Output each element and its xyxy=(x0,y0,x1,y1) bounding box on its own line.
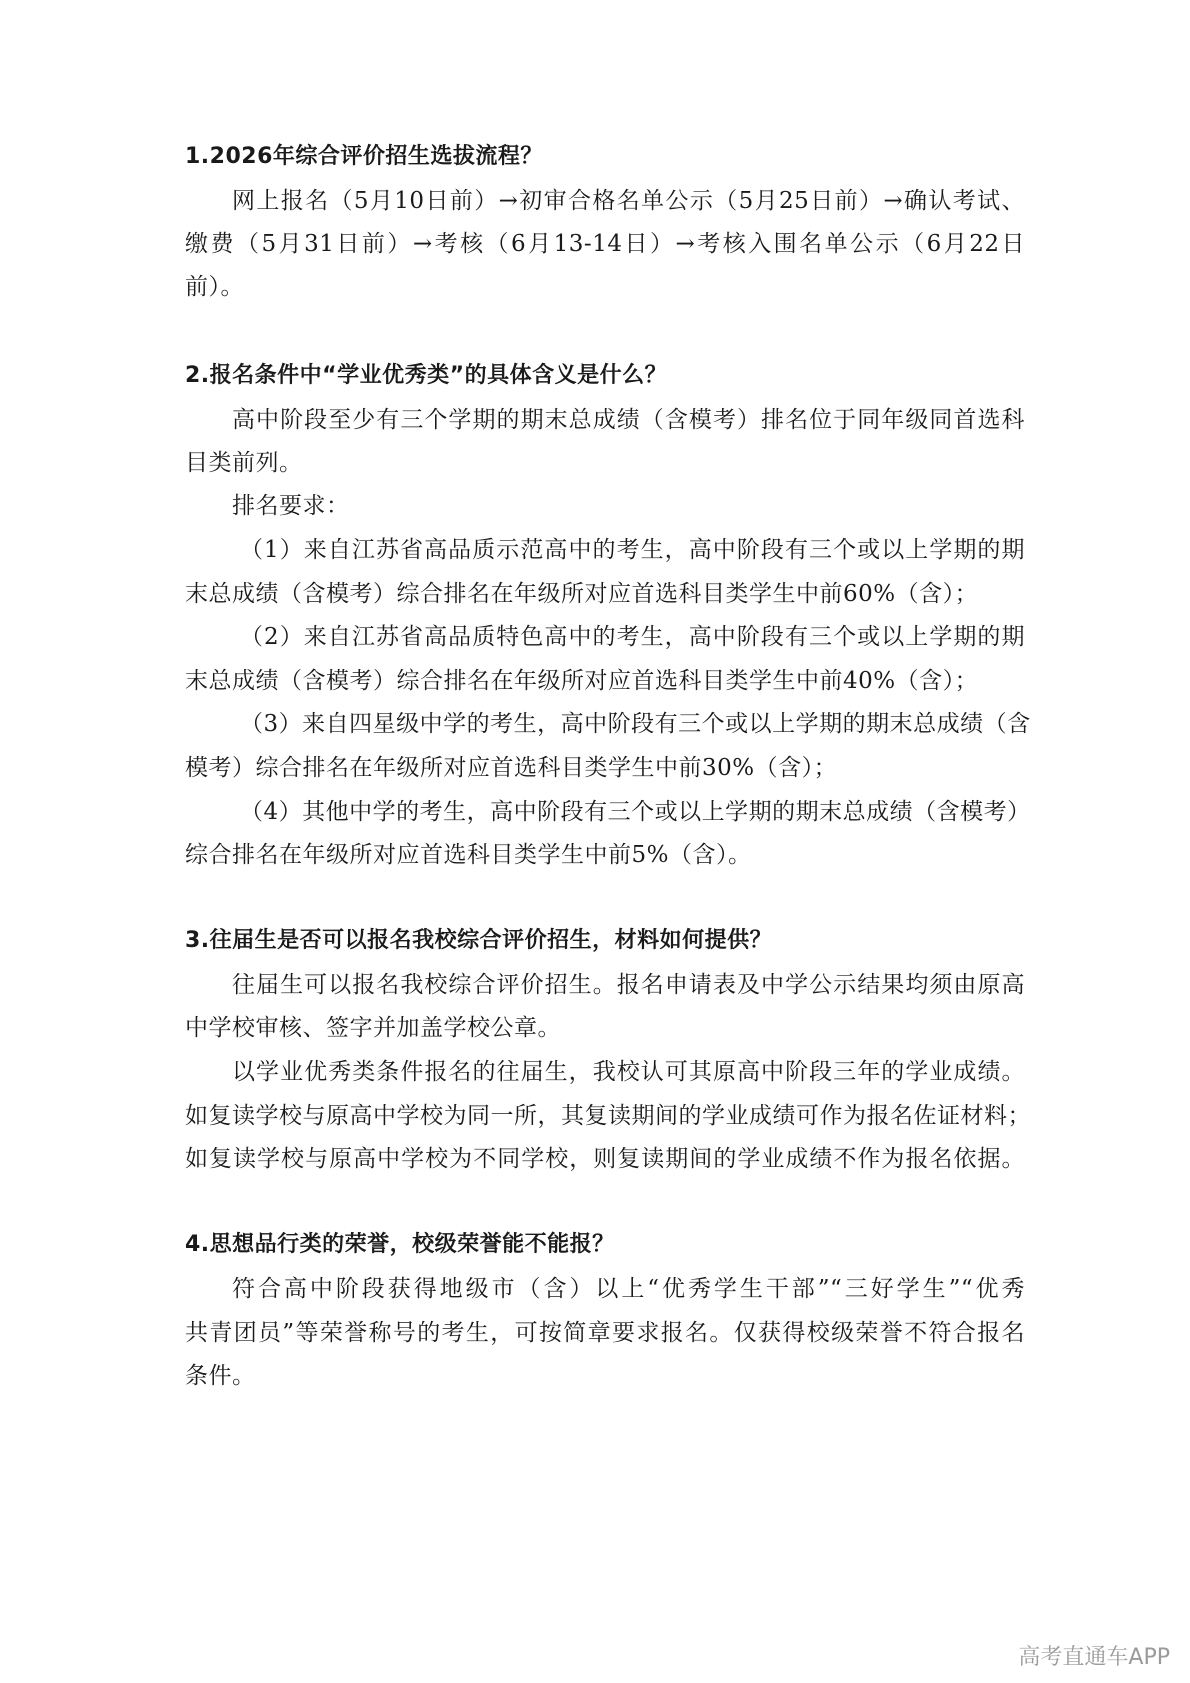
section-2-heading: 2.报名条件中“学业优秀类”的具体含义是什么？ xyxy=(185,363,668,388)
section-3-line-1: 往届生可以报名我校综合评价招生。报名申请表及中学公示结果均须由原高 xyxy=(232,972,1025,998)
watermark-text: 高考直通车APP xyxy=(1018,1645,1170,1670)
section-2-line-6: （2）来自江苏省高品质特色高中的考生，高中阶段有三个或以上学期的期 xyxy=(240,624,1025,650)
section-3-heading: 3.往届生是否可以报名我校综合评价招生，材料如何提供？ xyxy=(185,928,773,953)
section-1-line-3: 前）。 xyxy=(185,274,244,300)
section-2-line-10: （4）其他中学的考生，高中阶段有三个或以上学期的期末总成绩（含模考） xyxy=(240,799,1031,825)
section-3-line-2: 中学校审核、签字并加盖学校公章。 xyxy=(185,1015,561,1041)
section-3-line-3: 以学业优秀类条件报名的往届生，我校认可其原高中阶段三年的学业成绩。 xyxy=(232,1059,1025,1085)
section-3-line-5: 如复读学校与原高中学校为不同学校，则复读期间的学业成绩不作为报名依据。 xyxy=(185,1146,1025,1172)
section-2-line-8: （3）来自四星级中学的考生，高中阶段有三个或以上学期的期末总成绩（含 xyxy=(240,711,1031,737)
section-2-line-5: 末总成绩（含模考）综合排名在年级所对应首选科目类学生中前60%（含）； xyxy=(185,581,979,607)
section-2-line-3: 排名要求： xyxy=(232,493,350,519)
section-2-line-4: （1）来自江苏省高品质示范高中的考生，高中阶段有三个或以上学期的期 xyxy=(240,537,1025,563)
section-4-heading: 4.思想品行类的荣誉，校级荣誉能不能报？ xyxy=(185,1232,615,1257)
section-2-line-9: 模考）综合排名在年级所对应首选科目类学生中前30%（含）； xyxy=(185,755,838,781)
section-2-line-11: 综合排名在年级所对应首选科目类学生中前5%（含）。 xyxy=(185,842,752,868)
section-2-line-7: 末总成绩（含模考）综合排名在年级所对应首选科目类学生中前40%（含）； xyxy=(185,668,979,694)
section-4-line-3: 条件。 xyxy=(185,1363,256,1389)
section-4-line-2: 共青团员”等荣誉称号的考生，可按简章要求报名。仅获得校级荣誉不符合报名 xyxy=(185,1320,1025,1346)
section-3-line-4: 如复读学校与原高中学校为同一所，其复读期间的学业成绩可作为报名佐证材料； xyxy=(185,1103,1031,1129)
section-1-line-1: 网上报名（5月10日前）→初审合格名单公示（5月25日前）→确认考试、 xyxy=(232,188,1025,214)
section-1-line-2: 缴费（5月31日前）→考核（6月13-14日）→考核入围名单公示（6月22日 xyxy=(185,231,1025,257)
section-2-line-1: 高中阶段至少有三个学期的期末总成绩（含模考）排名位于同年级同首选科 xyxy=(232,407,1025,433)
section-1-heading: 1.2026年综合评价招生选拔流程？ xyxy=(185,144,543,169)
section-4-line-1: 符合高中阶段获得地级市（含）以上“优秀学生干部”“三好学生”“优秀 xyxy=(232,1276,1025,1302)
section-2-line-2: 目类前列。 xyxy=(185,450,303,476)
